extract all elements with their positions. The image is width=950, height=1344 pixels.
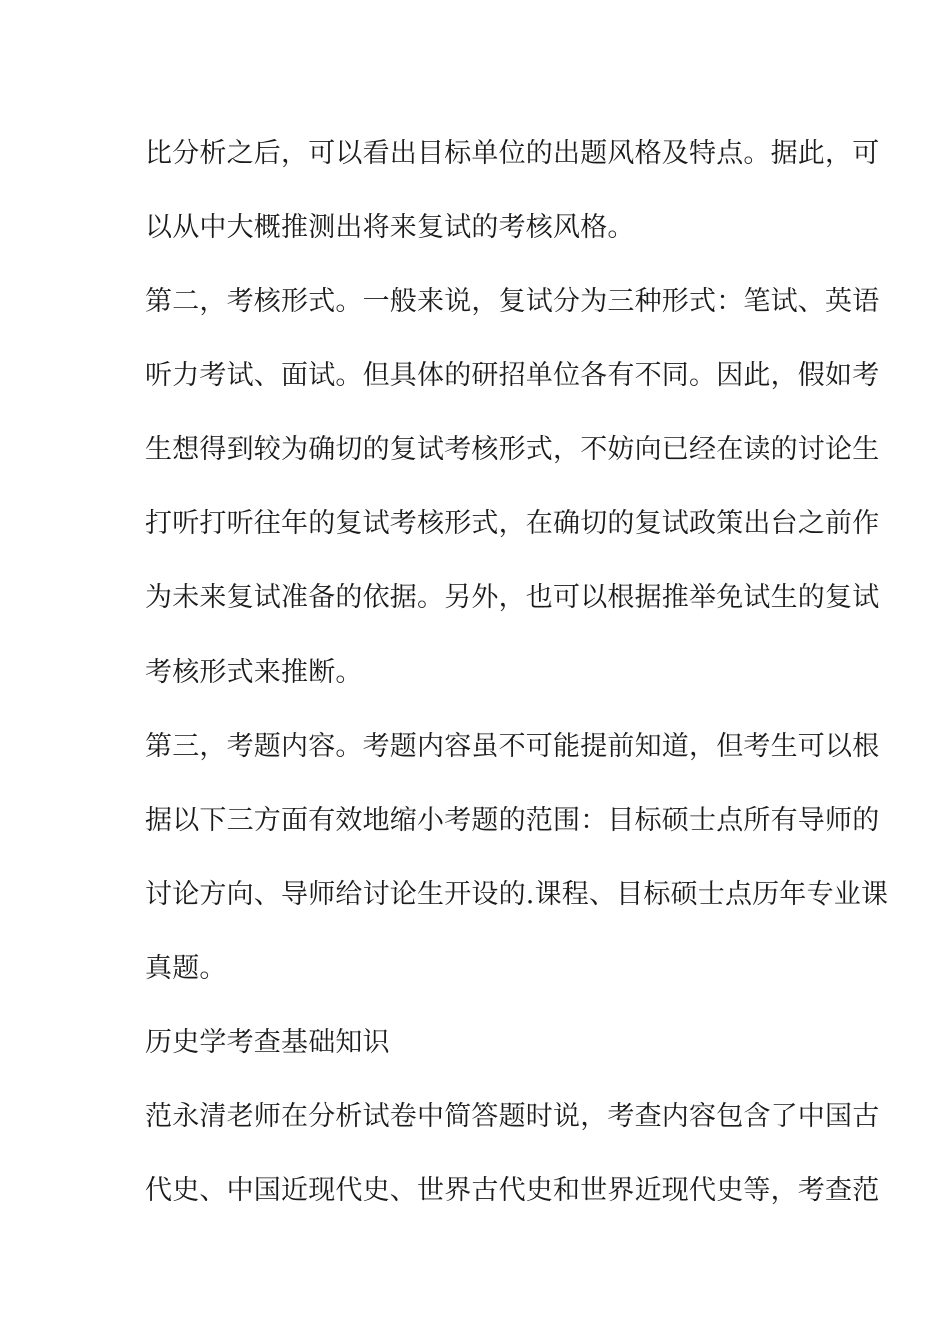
text-line: 打听打听往年的复试考核形式，在确切的复试政策出台之前作: [145, 508, 880, 539]
text-line: 听力考试、面试。但具体的研招单位各有不同。因此，假如考: [145, 360, 880, 391]
text-line: 考核形式来推断。: [145, 657, 363, 688]
text-line: 讨论方向、导师给讨论生开设的.课程、目标硕士点历年专业课: [145, 879, 889, 910]
section-heading: 历史学考查基础知识: [145, 1027, 390, 1058]
text-line: 代史、中国近现代史、世界古代史和世界近现代史等，考查范: [145, 1175, 880, 1206]
text-line: 生想得到较为确切的复试考核形式，不妨向已经在读的讨论生: [145, 434, 880, 465]
text-line: 第三，考题内容。考题内容虽不可能提前知道，但考生可以根: [145, 731, 880, 762]
text-line: 第二，考核形式。一般来说，复试分为三种形式：笔试、英语: [145, 286, 880, 317]
text-line: 据以下三方面有效地缩小考题的范围：目标硕士点所有导师的: [145, 805, 880, 836]
text-line: 范永清老师在分析试卷中简答题时说，考查内容包含了中国古: [145, 1101, 880, 1132]
text-line: 为未来复试准备的依据。另外，也可以根据推举免试生的复试: [145, 582, 880, 613]
text-line: 比分析之后，可以看出目标单位的出题风格及特点。据此，可: [145, 138, 880, 169]
text-line: 以从中大概推测出将来复试的考核风格。: [145, 212, 635, 243]
text-line: 真题。: [145, 953, 227, 984]
